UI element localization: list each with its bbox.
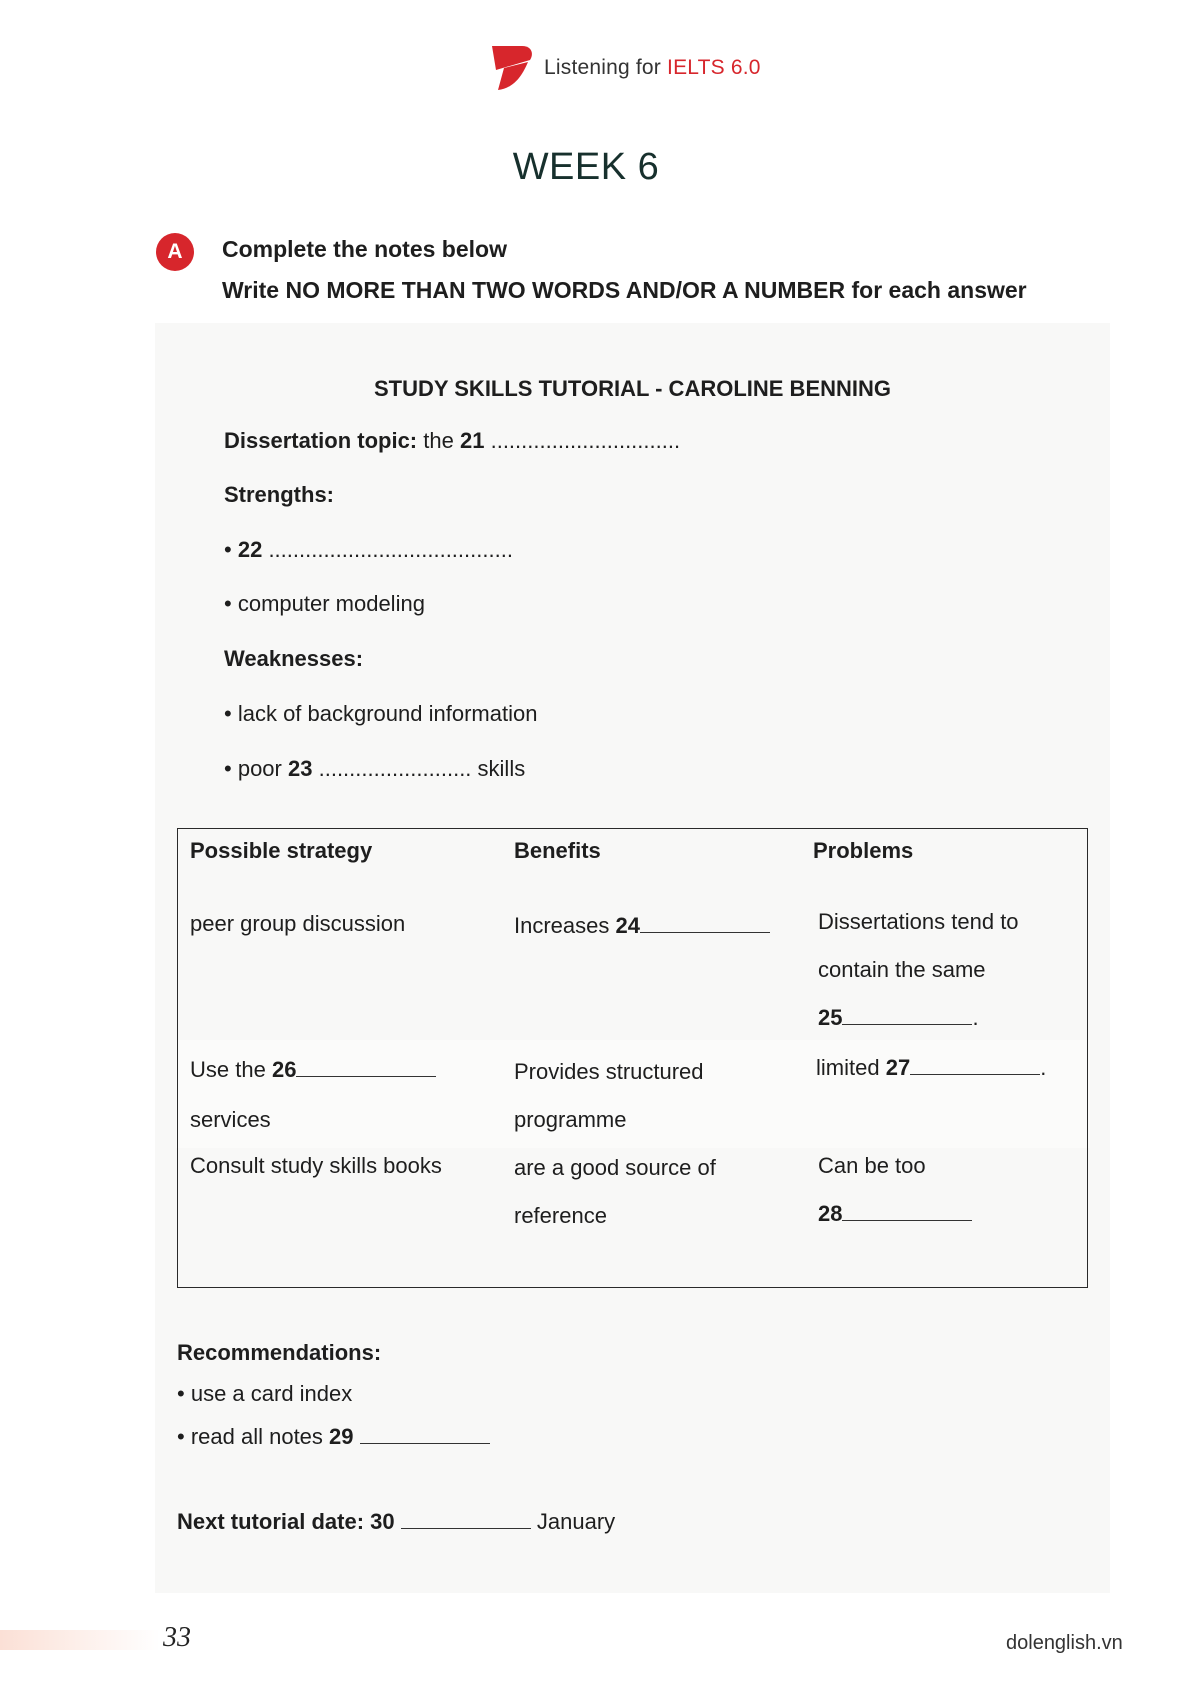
r1-strategy: peer group discussion [190,911,406,936]
answer-blank-27[interactable] [910,1054,1040,1075]
answer-blank-29[interactable] [360,1423,490,1444]
answer-blank-26[interactable] [296,1056,436,1077]
page-number: 33 [163,1622,191,1653]
next-tutorial-line: Next tutorial date: 30 January [177,1509,616,1534]
dissertation-topic-line: Dissertation topic: the 21 ............................... [224,428,681,453]
footer-site: dolenglish.vn [1006,1632,1123,1654]
answer-blank-30[interactable] [401,1508,531,1529]
question-21: 21 [459,428,485,453]
question-29: 29 [329,1424,354,1449]
weakness-item-1: • lack of background information [224,701,538,726]
question-24: 24 [615,913,640,938]
r3-strategy: Consult study skills books [190,1153,442,1178]
week-title: WEEK 6 [512,146,660,188]
column-header-problems: Problems [813,838,914,863]
strengths-label: Strengths: [224,482,334,507]
weakness-item-2: • poor 23 ......................... skills [224,756,526,781]
section-badge: A [156,233,194,271]
r1-benefit: Increases 24 [514,902,770,950]
r3-benefit-line-1: are a good source of [514,1155,716,1180]
question-22: 22 [237,537,263,562]
instruction-complete-notes: Complete the notes below [222,236,507,262]
column-header-benefits: Benefits [514,838,601,863]
brand-title: Listening for IELTS 6.0 [544,56,761,79]
r2-benefit-line-1: Provides structured [514,1059,704,1084]
recommendation-item-1: • use a card index [177,1381,353,1406]
weaknesses-label: Weaknesses: [224,646,364,671]
page-header [490,44,761,92]
question-25: 25 [818,1005,843,1030]
answer-blank-23[interactable]: ......................... [318,756,472,781]
question-23: 23 [288,756,313,781]
r2-benefit-line-2: programme [514,1107,627,1132]
recommendation-item-2: • read all notes 29 [177,1423,490,1450]
r1-problem-line-1: Dissertations tend to [818,909,1019,934]
r2-strategy-line-1: Use the 26 [190,1046,436,1094]
answer-blank-21[interactable]: ............................... [490,428,681,453]
answer-blank-22[interactable]: ........................................ [268,537,513,562]
question-27: 27 [885,1055,911,1080]
question-28: 28 [818,1201,843,1226]
r3-benefit-line-2: reference [514,1203,607,1228]
answer-blank-24[interactable] [640,912,770,933]
r2-problem: limited 27 . [816,1055,1047,1080]
strength-item-1: • 22 ........................................ [224,537,513,562]
column-header-strategy: Possible strategy [190,838,373,863]
r3-problem-line-2 [818,1190,972,1238]
r1-problem-line-2: contain the same [818,957,986,982]
r3-problem-line-1: Can be too [818,1153,926,1178]
question-26: 26 [271,1057,297,1082]
instruction-word-limit: Write NO MORE THAN TWO WORDS AND/OR A NUMBER for each answer [222,277,1027,303]
recommendations-label: Recommendations: [177,1340,382,1365]
answer-blank-25[interactable] [842,1004,972,1025]
r1-problem-line-3: 25 . [818,1005,979,1030]
r2-strategy-line-2: services [190,1107,271,1132]
brand-logo-icon [490,44,534,92]
strength-item-2: • computer modeling [224,591,425,616]
notes-title: STUDY SKILLS TUTORIAL - CAROLINE BENNING [373,376,892,401]
answer-blank-28[interactable] [842,1200,972,1221]
question-30: 30 [370,1509,395,1534]
footer-accent-bar [0,1630,160,1650]
